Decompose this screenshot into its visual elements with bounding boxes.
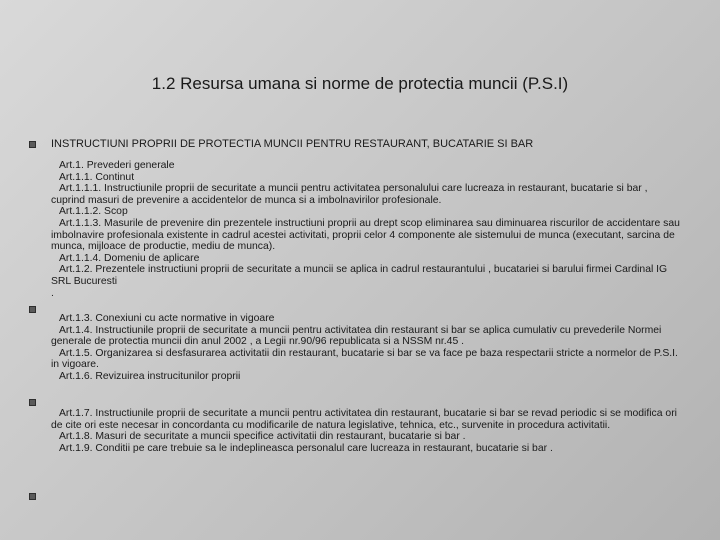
article-line: Art.1.6. Revizuirea instrucitunilor proprii xyxy=(59,370,241,382)
article-line: Art.1. Prevederi generale xyxy=(59,160,175,171)
bullet-3 xyxy=(29,399,36,406)
bullet-1 xyxy=(29,141,36,148)
article-line: Art.1.1.1. Instructiunile proprii de securitate a muncii pentru activitatea personalului care lucreaza in restaurant, bucatarie si bar , cuprind masuri de prevenire a accidentelor de munca si a imbolnavirilor profesionale. xyxy=(51,183,648,206)
article-line: Art.1.3. Conexiuni cu acte normative in vigoare xyxy=(59,313,275,324)
article-line: Art.1.4. Instructiunile proprii de securitate a muncii pentru activitatea din restaurant si bar se aplica cumulativ cu prevederile Normei generale de protectia muncii din anul 2002 , a Legii nr.90/96 republicata si a NSSM nr.45 . xyxy=(51,324,662,348)
article-line: . xyxy=(51,287,54,299)
article-line: Art.1.7. Instructiunile proprii de securitate a muncii pentru activitatea din restaurant, bucatarie si bar se revad periodic si se modifica ori de cite ori este necesar in concordanta cu modificarile de natura legislative, tehnica, etc., survenite in procedura activitatii. xyxy=(51,408,677,431)
article-line: Art.1.1.2. Scop xyxy=(59,206,128,218)
article-line: Art.1.1. Continut xyxy=(59,171,135,183)
article-line: Art.1.2. Prezentele instructiuni proprii de securitate a muncii se aplica in cadrul restaurantului , bucatariei si barului firmei Cardinal IG SRL Bucuresti xyxy=(51,264,668,287)
article-line: Art.1.1.4. Domeniu de aplicare xyxy=(59,252,200,264)
regulation-text-block-1 xyxy=(51,160,684,299)
slide-title: 1.2 Resursa umana si norme de protectia muncii (P.S.I) xyxy=(151,74,569,93)
section-heading: INSTRUCTIUNI PROPRII DE PROTECTIA MUNCII PENTRU RESTAURANT, BUCATARIE SI BAR xyxy=(51,138,534,150)
bullet-2 xyxy=(29,306,36,313)
regulation-text-block-2 xyxy=(51,313,684,383)
article-line: Art.1.5. Organizarea si desfasurarea activitatii din restaurant, bucatarie si bar se va face pe baza respectarii stricte a normelor de P.S.I. in vigoare. xyxy=(51,347,678,371)
article-line: Art.1.1.3. Masurile de prevenire din prezentele instructiuni proprii au drept scop eliminarea sau diminuarea riscurilor de accidentare sau imbolnavire profesionala existente in cadrul acestei activitati, proprii celor 4 componente ale sistemului de munca (executant, sarcina de munca, mijloace de productie, mediu de munca). xyxy=(51,217,680,253)
regulation-text-block-3 xyxy=(51,408,684,454)
article-line: Art.1.9. Conditii pe care trebuie sa le indeplineasca personalul care lucreaza in restaurant, bucatarie si bar . xyxy=(59,442,553,454)
article-line: Art.1.8. Masuri de securitate a muncii specifice activitatii din restaurant, bucatarie si bar . xyxy=(59,431,466,443)
bullet-4 xyxy=(29,493,36,500)
